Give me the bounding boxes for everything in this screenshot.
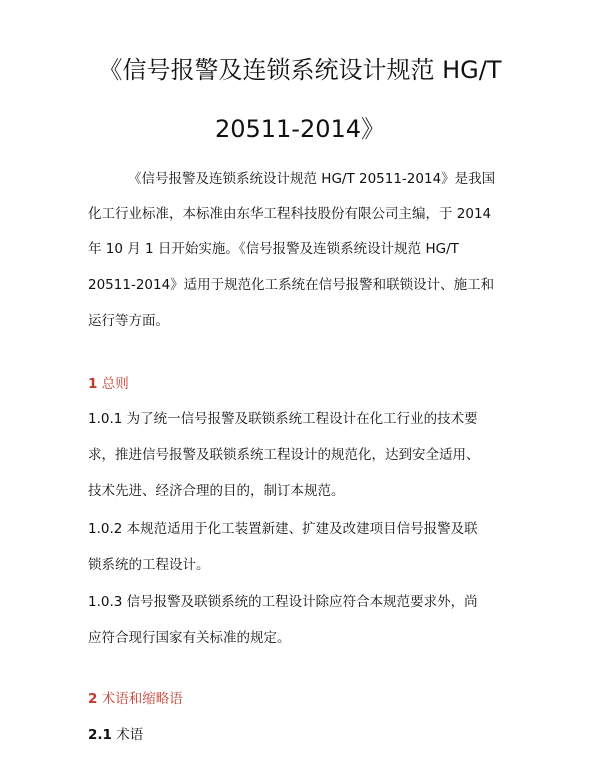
clause-1-0-1-line-1: 1.0.1 为了统一信号报警及联锁系统工程设计在化工行业的技术要 bbox=[88, 411, 478, 427]
intro-line-3: 年 10 月 1 日开始实施。《信号报警及连锁系统设计规范 HG/T bbox=[88, 241, 459, 257]
section-2-heading bbox=[88, 690, 183, 708]
intro-line-2: 化工行业标准，本标准由东华工程科技股份有限公司主编，于 2014 bbox=[88, 206, 492, 222]
document-title-line-2: 20511-2014》 bbox=[214, 115, 386, 143]
clause-1-0-2-line-2: 锁系统的工程设计。 bbox=[88, 557, 210, 573]
intro-line-4: 20511-2014》适用于规范化工系统在信号报警和联锁设计、施工和 bbox=[88, 277, 495, 293]
clause-1-0-2-line-1: 1.0.2 本规范适用于化工装置新建、扩建及改建项目信号报警及联 bbox=[88, 521, 478, 537]
section-2-number: 2 bbox=[88, 691, 98, 707]
subsection-2-1-title: 术语 bbox=[116, 727, 144, 743]
intro-line-1: 《信号报警及连锁系统设计规范 HG/T 20511-2014》是我国 bbox=[128, 171, 496, 187]
section-1-title: 总则 bbox=[101, 376, 129, 392]
clause-1-0-3-line-2: 应符合现行国家有关标准的规定。 bbox=[88, 630, 291, 646]
section-1-heading bbox=[88, 375, 129, 393]
section-1-number: 1 bbox=[88, 376, 98, 392]
section-2-title: 术语和缩略语 bbox=[101, 691, 183, 707]
document-title-line-1: 《信号报警及连锁系统设计规范 HG/T bbox=[98, 56, 502, 84]
subsection-2-1-number: 2.1 bbox=[88, 727, 112, 743]
clause-1-0-1-line-2: 求，推进信号报警及联锁系统工程设计的规范化，达到安全适用、 bbox=[88, 447, 480, 463]
clause-1-0-3-line-1: 1.0.3 信号报警及联锁系统的工程设计除应符合本规范要求外，尚 bbox=[88, 594, 478, 610]
intro-line-5: 运行等方面。 bbox=[88, 313, 169, 329]
clause-1-0-1-line-3: 技术先进、经济合理的目的，制订本规范。 bbox=[88, 483, 345, 499]
subsection-2-1-heading bbox=[88, 726, 143, 744]
